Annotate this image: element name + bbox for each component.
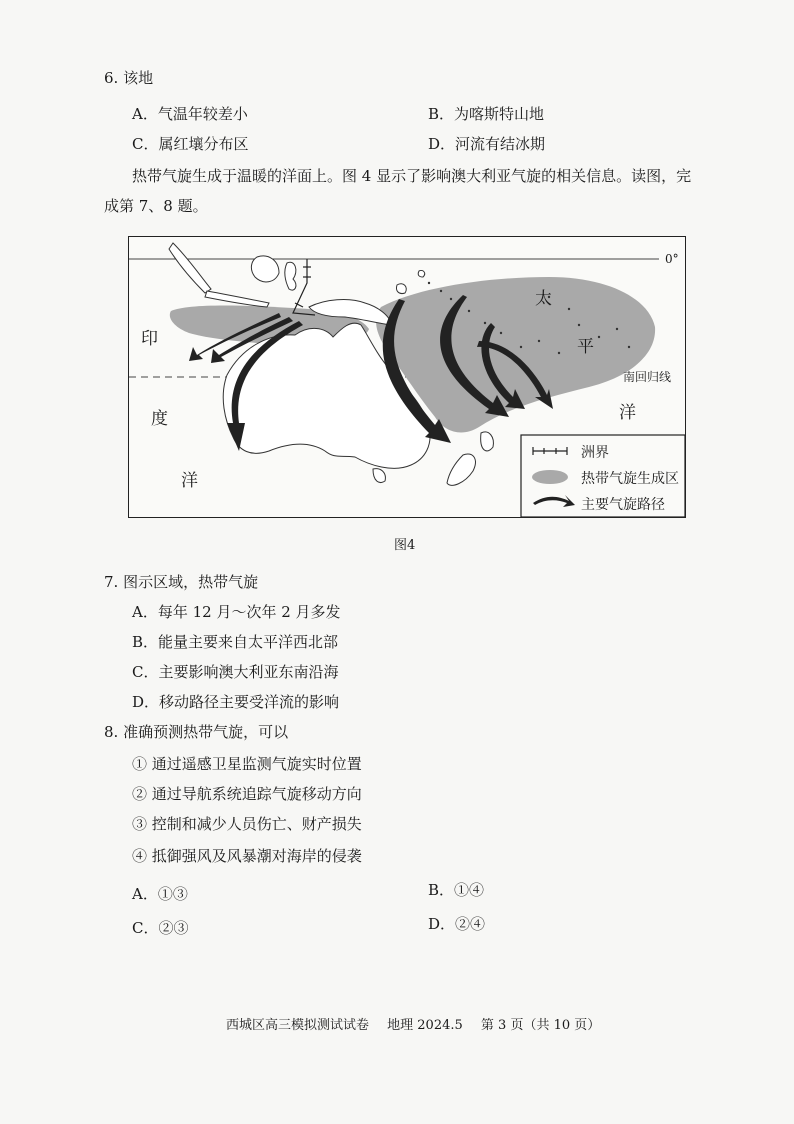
legend-zone-label: 热带气旋生成区 [581,471,679,487]
label-pacific-3: 洋 [619,403,636,423]
q8-option-d: D．②④ [428,915,486,933]
q7-option-d: D．移动路径主要受洋流的影响 [132,693,340,711]
borneo [251,256,279,282]
q7-option-a: A．每年 12 月～次年 2 月多发 [132,603,341,621]
q8-stem: 8. 准确预测热带气旋，可以 [104,723,289,741]
sumatra [169,243,211,293]
q8-item-4: ④ 抵御强风及风暴潮对海岸的侵袭 [132,847,362,865]
q7-option-c: C．主要影响澳大利亚东南沿海 [132,663,339,681]
label-indian-1: 印 [141,329,158,349]
q6-stem: 6. 该地 [104,69,154,87]
islands-east [396,270,424,293]
q7-option-b: B．能量主要来自太平洋西北部 [132,633,339,651]
map-figure [128,236,686,518]
legend-path-label: 主要气旋路径 [581,497,665,513]
q8-item-2: ② 通过导航系统追踪气旋移动方向 [132,785,362,803]
label-pacific-2: 平 [577,337,594,357]
tasmania [373,469,385,483]
nz-north [481,432,494,451]
intro-line-1: 热带气旋生成于温暖的洋面上。图 4 显示了影响澳大利亚气旋的相关信息。读图，完 [132,167,692,185]
q6-option-c: C．属红壤分布区 [132,135,249,153]
legend-zone-icon [532,470,568,484]
legend-boundary-label: 洲界 [581,445,609,461]
footer-subject: 地理 2024.5 [387,1018,463,1033]
label-indian-2: 度 [151,409,168,429]
q8-item-3: ③ 控制和减少人员伤亡、财产损失 [132,815,362,833]
java [205,291,269,307]
label-indian-3: 洋 [181,471,198,491]
label-tropic: 南回归线 [623,370,672,384]
footer-exam: 西城区高三模拟测试试卷 [226,1018,370,1033]
sulawesi [285,262,296,290]
q8-item-1: ① 通过遥感卫星监测气旋实时位置 [132,755,362,773]
nz-south [447,454,475,485]
figure-caption: 图4 [394,538,416,553]
q6-option-d: D．河流有结冰期 [428,135,546,153]
label-pacific-1: 太 [535,289,552,309]
q8-option-c: C．②③ [132,919,189,937]
q6-option-b: B．为喀斯特山地 [428,105,545,123]
intro-line-2: 成第 7、8 题。 [104,197,208,215]
q6-option-a: A．气温年较差小 [132,105,248,123]
label-equator: 0° [665,252,679,266]
q8-option-a: A．①③ [132,885,188,903]
q8-option-b: B．①④ [428,881,485,899]
q7-stem: 7. 图示区域，热带气旋 [104,573,259,591]
footer-page: 第 3 页（共 10 页） [480,1018,601,1033]
page-footer [226,1014,614,1033]
